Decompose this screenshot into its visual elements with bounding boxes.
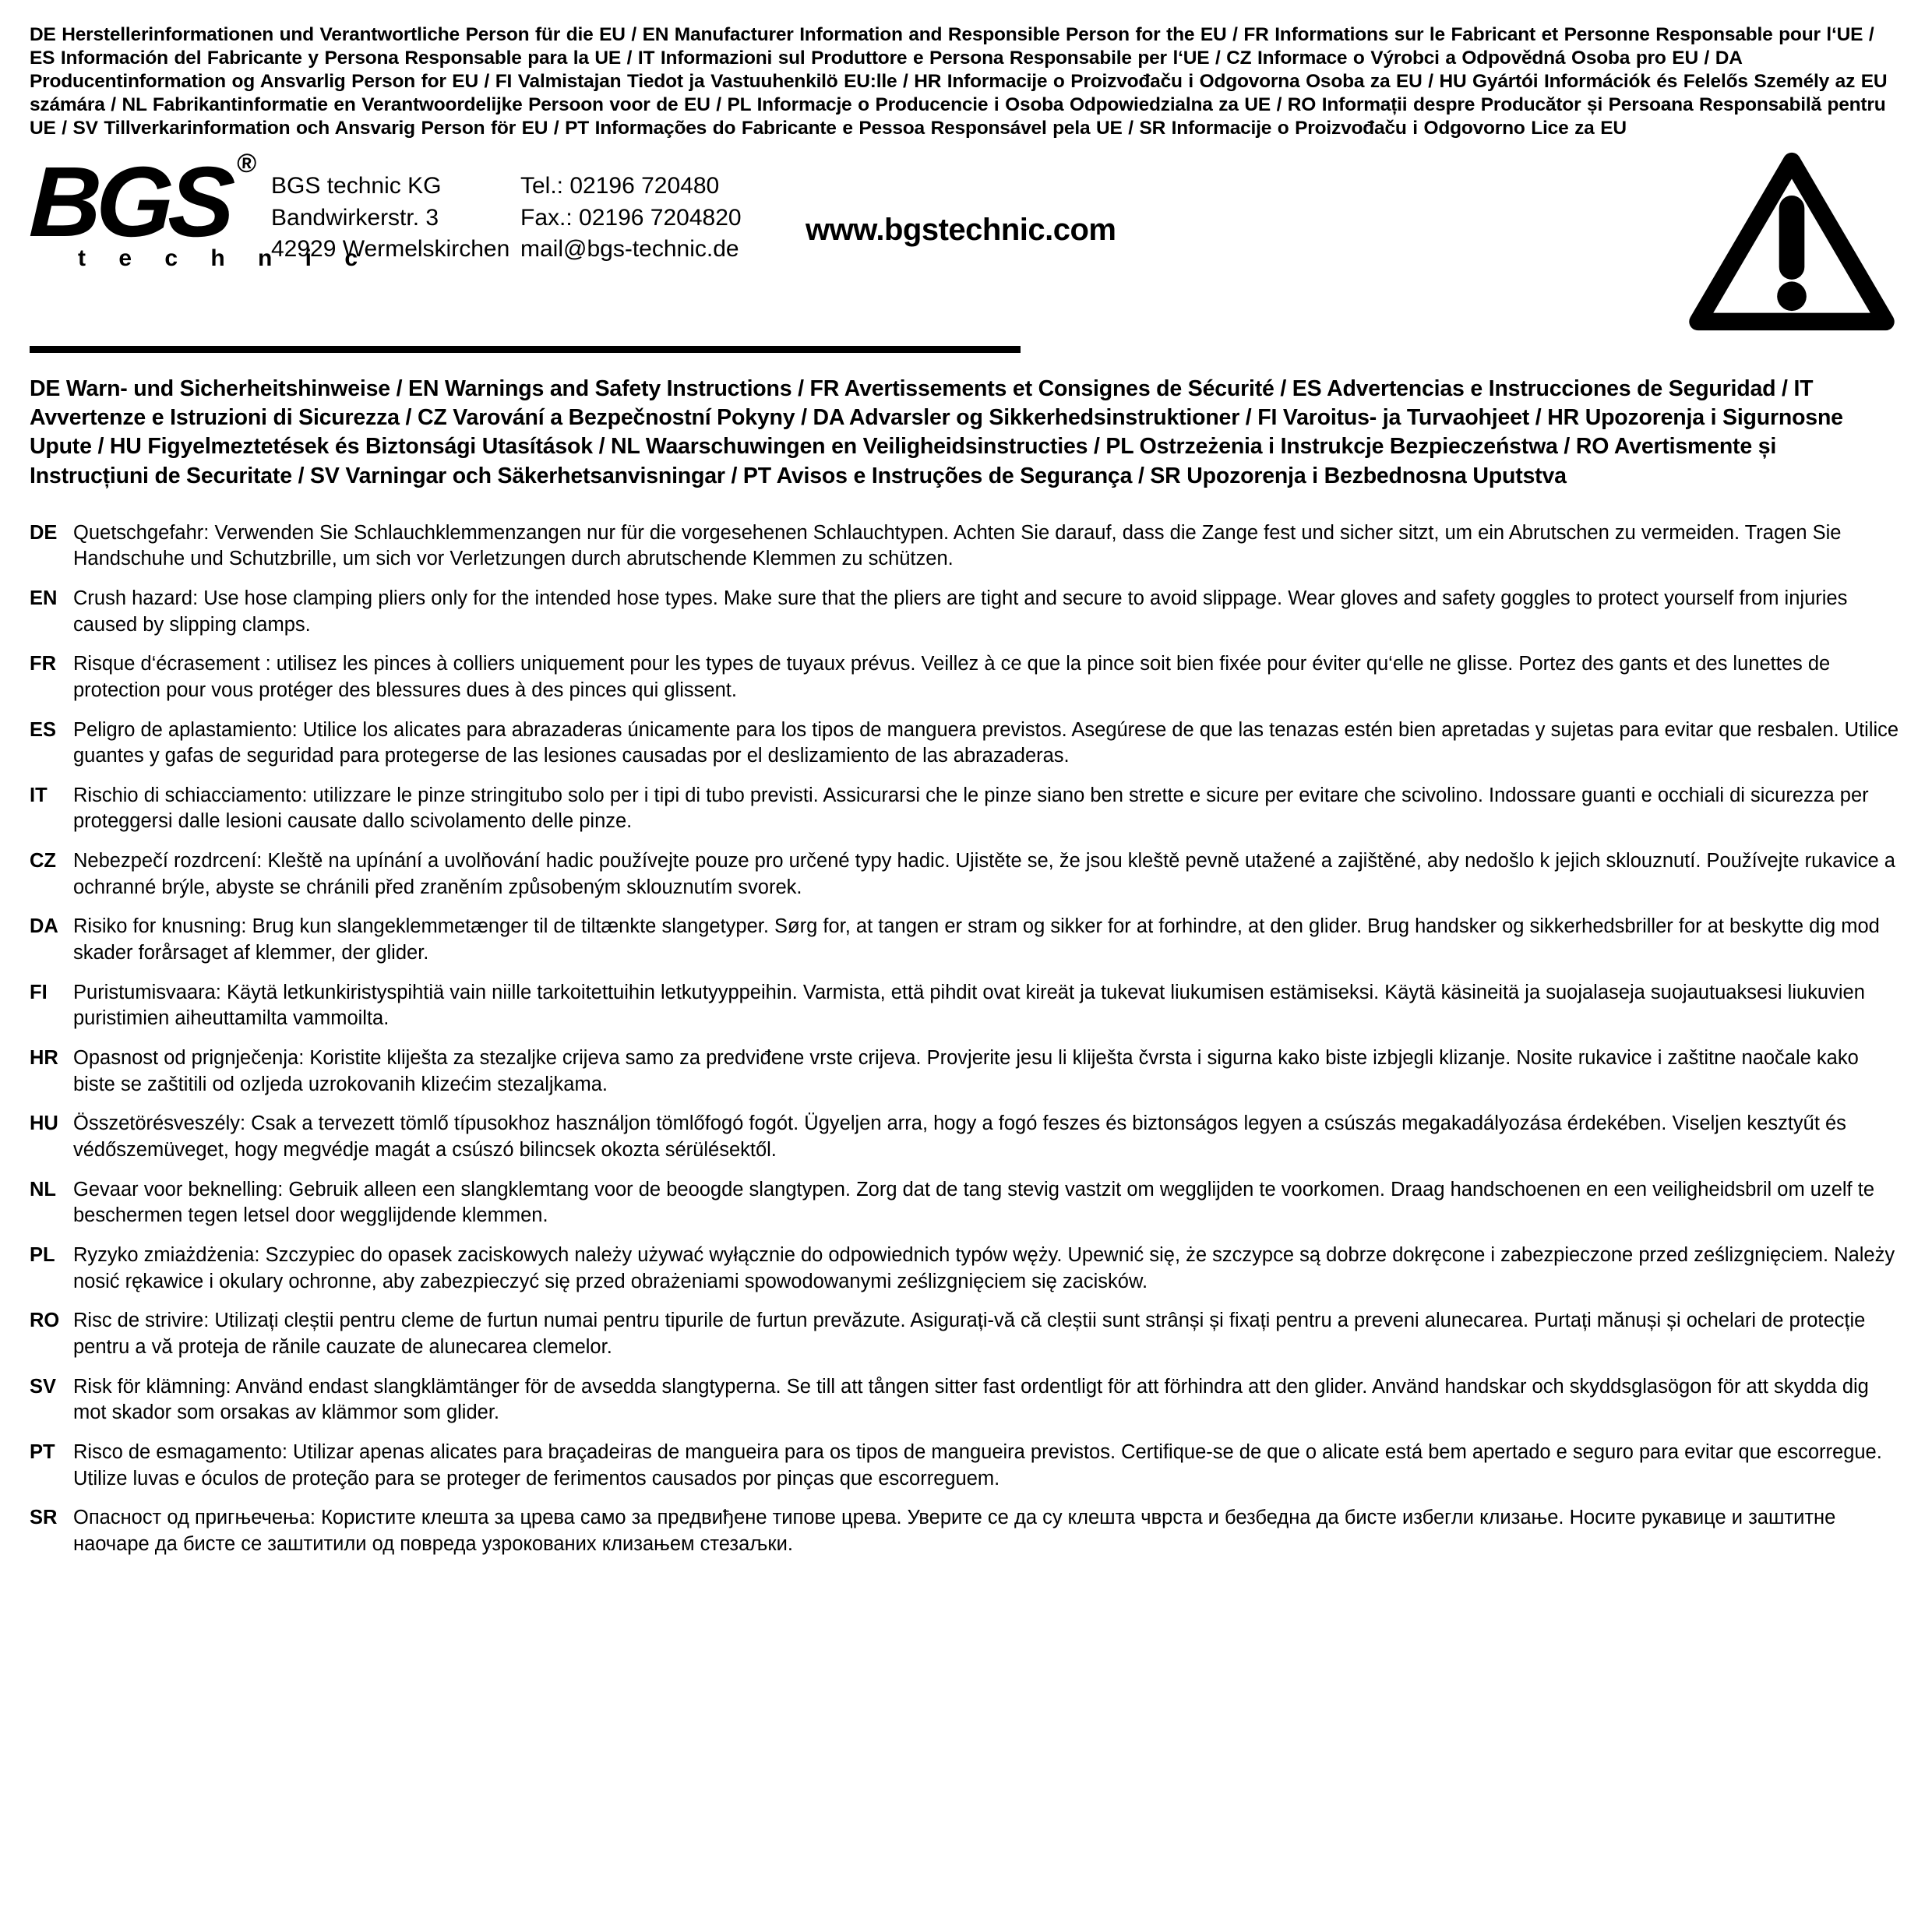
language-code-label: SR — [30, 1507, 58, 1529]
warning-text: Risk för klämning: Använd endast slangklämtänger för de avsedda slangtyperna. Se till att tången sitter fast ordentligt för att förhindra att den glider. Använd handskar och skyddsglasögon för att skydda dig mot skador som orsakas av klämmor som glider. — [73, 1375, 1869, 1424]
section-divider — [30, 346, 1021, 353]
warning-text: Puristumisvaara: Käytä letkunkiristyspihtiä vain niille tarkoitettuihin letkutyyppeihin. Varmista, että pihdit ovat kireät ja tukevat liukumisen estämiseksi. Käytä käsineitä ja suojalaseja suojautuaksesi liukuvien puristimien aiheuttamilta vammoilta. — [73, 981, 1865, 1030]
warning-text: Risiko for knusning: Brug kun slangeklemmetænger til de tiltænkte slangetyper. Sørg for, at tangen er stram og sikker for at forhindre, at den glider. Brug handsker og sikkerhedsbriller for at beskytte dig mod skader forårsaget af klemmer, der glider. — [73, 915, 1880, 964]
warning-text: Rischio di schiacciamento: utilizzare le pinze stringitubo solo per i tipi di tubo previsti. Assicurarsi che le pinze siano ben strette e sicure per evitare che scivolino. Indossare guanti e occhiali di sicurezza per proteggersi dalle lesioni causate dallo scivolamento delle pinze. — [73, 784, 1869, 833]
warning-text: Peligro de aplastamiento: Utilice los alicates para abrazaderas únicamente para los tipos de manguera previstos. Asegúrese de que las tenazas estén bien apretadas y sujetas para evitar que resbalen. Utilice guantes y gafas de seguridad para protegerse de las lesiones causadas por el deslizamiento de las abrazaderas. — [73, 718, 1899, 767]
language-code-label: DA — [30, 915, 58, 938]
warning-text: Gevaar voor beknelling: Gebruik alleen een slangklemtang voor de beoogde slangtypen. Zorg dat de tang stevig vastzit om wegglijden te voorkomen. Draag handschoenen en een veiligheidsbril om uzelf te beschermen tegen letsel door wegglijdende klemmen. — [73, 1178, 1874, 1227]
language-code-label: FI — [30, 981, 48, 1003]
language-code-label: IT — [30, 784, 48, 806]
language-code-label: CZ — [30, 850, 56, 873]
warning-item — [30, 520, 1902, 573]
warning-item — [30, 783, 1902, 835]
bgs-logo-text — [27, 146, 265, 259]
warning-triangle-icon — [1684, 147, 1899, 340]
company-fax: Fax.: 02196 7204820 — [520, 204, 742, 231]
warning-item — [30, 1045, 1902, 1098]
warning-item — [30, 1111, 1902, 1163]
company-email: mail@bgs-technic.de — [520, 235, 739, 262]
company-address — [271, 171, 520, 265]
warning-text: Ryzyko zmiażdżenia: Szczypiec do opasek zaciskowych należy używać wyłącznie do odpowiednich typów węży. Upewnić się, że szczypce są dobrze dokręcone i zabezpieczone przed ześlizgnięciem. Należy nosić rękawice i okulary ochronne, aby zabezpieczyć się przed obrażeniami spowodowanymi ześlizgnięciem się zacisków. — [73, 1244, 1895, 1292]
warning-text: Nebezpečí rozdrcení: Kleště na upínání a uvolňování hadic používejte pouze pro určené typy hadic. Ujistěte se, že jsou kleště pevně utažené a zajištěné, aby nedošlo k jejich sklouznutí. Používejte rukavice a ochranné brýle, abyste se chránili před zraněním způsobeným sklouznutím svorek. — [73, 850, 1895, 898]
warnings-list — [30, 520, 1902, 1558]
warning-item — [30, 1374, 1902, 1426]
warning-text: Összetörésveszély: Csak a tervezett tömlő típusokhoz használjon tömlőfogó fogót. Ügyeljen arra, hogy a fogó feszes és biztonságos legyen a csúszás megakadályozása érdekében. Viseljen kesztyűt és védőszemüveget, hogy megvédje magát a csúszó bilincsek okozta sérülésektől. — [73, 1112, 1846, 1162]
language-code-label: HR — [30, 1047, 58, 1070]
warning-text: Risco de esmagamento: Utilizar apenas alicates para braçadeiras de mangueira para os tipos de mangueira previstos. Certifique-se de que o alicate está bem apertado e seguro para evitar que escorregue. Utilize luvas e óculos de proteção para se proteger de ferimentos causados por pinças que escorreguem. — [73, 1440, 1882, 1490]
company-street: Bandwirkerstr. 3 — [271, 204, 439, 231]
warning-item — [30, 651, 1902, 703]
warning-text: Опасност од пригњечења: Користите клешта за црева само за предвиђене типове црева. Уверите се да су клешта чврста и безбедна да бисте избегли клизање. Носите рукавице и заштитне наочаре да бисте се заштитили од повреда узрокованих клизањем стезаљки. — [73, 1507, 1836, 1555]
warning-item — [30, 848, 1902, 901]
warning-text: Risque d‘écrasement : utilisez les pinces à colliers uniquement pour les types de tuyaux prévus. Veillez à ce que la pince soit bien fixée pour éviter qu‘elle ne glisse. Portez des gants et des lunettes de protection pour vous protéger des blessures dues à des pinces qui glissent. — [73, 653, 1831, 701]
warning-text: Risc de strivire: Utilizați cleștii pentru cleme de furtun numai pentru tipurile de furtun prevăzute. Asigurați-vă că cleștii sunt strânși și fixați pentru a preveni alunecarea. Purtați mănuși și ochelari de protecție pentru a vă proteja de rănile cauzate de alunecarea clemelor. — [73, 1310, 1866, 1358]
company-tel: Tel.: 02196 720480 — [520, 173, 720, 199]
warning-item — [30, 586, 1902, 638]
warning-item — [30, 980, 1902, 1032]
warning-item — [30, 1177, 1902, 1229]
language-code-label: PT — [30, 1440, 55, 1463]
language-code-label: NL — [30, 1178, 56, 1200]
company-website: www.bgstechnic.com — [806, 213, 1116, 248]
warning-text: Crush hazard: Use hose clamping pliers only for the intended hose types. Make sure that the pliers are tight and secure to avoid slippage. Wear gloves and safety goggles to protect yourself from injuries caused by slipping clamps. — [73, 587, 1848, 636]
warning-item — [30, 1505, 1902, 1557]
company-city: 42929 Wermelskirchen — [271, 235, 510, 262]
company-info-row — [27, 146, 1902, 340]
language-code-label: EN — [30, 587, 58, 609]
warning-item — [30, 717, 1902, 770]
language-code-label: RO — [30, 1310, 60, 1332]
language-code-label: HU — [30, 1112, 58, 1135]
warnings-header: DE Warn- und Sicherheitshinweise / EN Warnings and Safety Instructions / FR Avertissements et Consignes de Sécurité / ES Advertencias e Instrucciones de Seguridad / IT Avvertenze e Istruzioni di Sicurezza / CZ Varování a Bezpečnostní Pokyny / DA Advarsler og Sikkerhedsinstruktioner / FI Varoitus- ja Turvaohjeet / HR Upozorenja i Sigurnosne Upute / HU Figyelmeztetések és Biztonsági Utasítások / NL Waarschuwingen en Veiligheidsinstructies / PL Ostrzeżenia i Instrukcje Bezpieczeństwa / RO Avertismente și Instrucțiuni de Securitate / SV Varningar och Säkerhetsanvisningar / PT Avisos e Instruções de Segurança / SR Upozorenja i Bezbednosna Uputstva — [30, 376, 1843, 488]
bgs-logo-technic: t e c h n i c — [78, 245, 372, 272]
language-code-label: ES — [30, 718, 57, 741]
manufacturer-header: DE Herstellerinformationen und Verantwortliche Person für die EU / EN Manufacturer Information and Responsible Person for the EU / FR Informations sur le Fabricant et Personne Responsable pour l‘UE / ES Información del Fabricante y Persona Responsable para la UE / IT Informazioni sul Produttore e Persona Responsabile per l‘UE / CZ Informace o Výrobci a Odpovědná Osoba pro EU / DA Producentinformation og Ansvarlig Person for EU / FI Valmistajan Tiedot ja Vastuuhenkilö EU:lle / HR Informacije o Proizvođaču i Odgovorna Osoba za EU / HU Gyártói Információk és Felelős Személy az EU számára / NL Fabrikantinformatie en Verantwoordelijke Persoon voor de EU / PL Informacje o Producencie i Osoba Odpowiedzialna za UE / RO Informații despre Producător și Persoana Responsabilă pentru UE / SV Tillverkarinformation och Ansvarig Person för EU / PT Informações do Fabricante e Pessoa Responsável pela UE / SR Informacije o Proizvođaču i Odgovorno Lice za EU — [30, 24, 1888, 139]
language-code-label: PL — [30, 1244, 55, 1266]
warning-item — [30, 914, 1902, 966]
bgs-logo-letters: BGS — [27, 146, 231, 259]
company-name: BGS technic KG — [271, 173, 442, 199]
language-code-label: SV — [30, 1375, 57, 1398]
registered-trademark-icon: ® — [236, 149, 257, 179]
language-code-label: DE — [30, 521, 58, 544]
warning-text: Quetschgefahr: Verwenden Sie Schlauchklemmenzangen nur für die vorgesehenen Schlauchtypen. Achten Sie darauf, dass die Zange fest und sicher sitzt, um ein Abrutschen zu vermeiden. Tragen Sie Handschuhe und Schutzbrille, um sich vor Verletzungen durch abrutschende Klemmen zu schützen. — [73, 521, 1842, 570]
language-code-label: FR — [30, 653, 56, 675]
warning-item — [30, 1308, 1902, 1360]
warning-text: Opasnost od prignječenja: Koristite kliješta za stezaljke crijeva samo za predviđene vrste crijeva. Provjerite jesu li kliješta čvrsta i sigurna kako biste izbjegli klizanje. Nosite rukavice i zaštitne naočale kako biste se zaštitili od ozljeda uzrokovanih klizećim stezaljkama. — [73, 1047, 1859, 1095]
warning-item — [30, 1440, 1902, 1492]
warning-item — [30, 1243, 1902, 1295]
company-contact — [520, 171, 754, 265]
